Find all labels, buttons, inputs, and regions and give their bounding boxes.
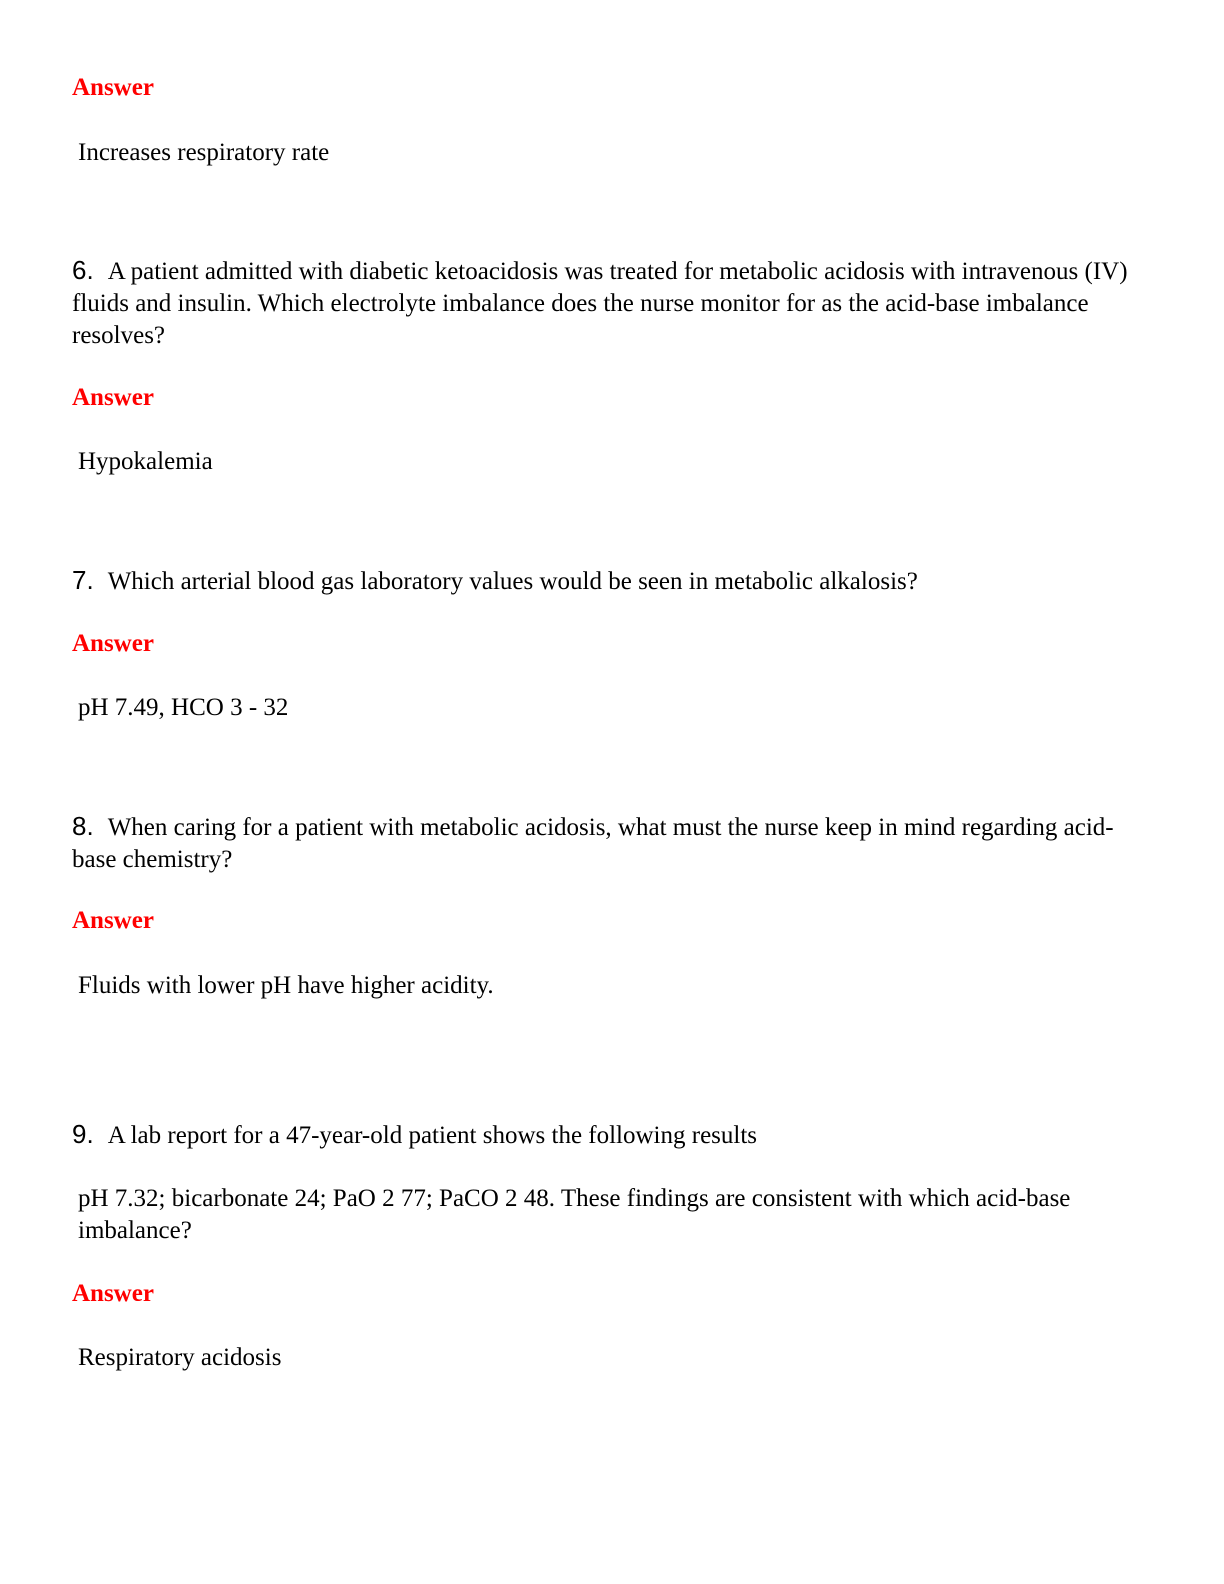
question-number: 8. <box>72 811 94 841</box>
answer-label-q7: Answer <box>72 630 154 657</box>
question-7 <box>72 564 1152 598</box>
question-9 <box>72 1118 1152 1152</box>
answer-label-q5: Answer <box>72 74 154 101</box>
question-text: A lab report for a 47-year-old patient shows the following results <box>107 1122 758 1149</box>
answer-text-q9: Respiratory acidosis <box>78 1344 282 1371</box>
question-6 <box>72 254 1152 352</box>
question-text: When caring for a patient with metabolic acidosis, what must the nurse keep in mind regarding acid-base chemistry? <box>72 814 1114 873</box>
question-number: 6. <box>72 255 94 285</box>
question-text: A patient admitted with diabetic ketoacidosis was treated for metabolic acidosis with intravenous (IV) fluids and insulin. Which electrolyte imbalance does the nurse monitor for as the acid-base imbalance resolves? <box>72 258 1128 349</box>
question-text: Which arterial blood gas laboratory values would be seen in metabolic alkalosis? <box>107 568 918 595</box>
question-9-details: pH 7.32; bicarbonate 24; PaO 2 77; PaCO 2 48. These findings are consistent with which acid-base imbalance? <box>78 1185 1071 1244</box>
answer-label-q8: Answer <box>72 907 154 934</box>
question-number: 9. <box>72 1119 94 1149</box>
answer-text-q5: Increases respiratory rate <box>78 139 330 166</box>
answer-text-q6: Hypokalemia <box>78 448 213 475</box>
answer-label-q6: Answer <box>72 384 154 411</box>
question-number: 7. <box>72 565 94 595</box>
answer-label-q9: Answer <box>72 1280 154 1307</box>
question-8 <box>72 810 1152 876</box>
answer-text-q8: Fluids with lower pH have higher acidity. <box>78 972 494 999</box>
answer-text-q7: pH 7.49, HCO 3 - 32 <box>78 694 289 721</box>
